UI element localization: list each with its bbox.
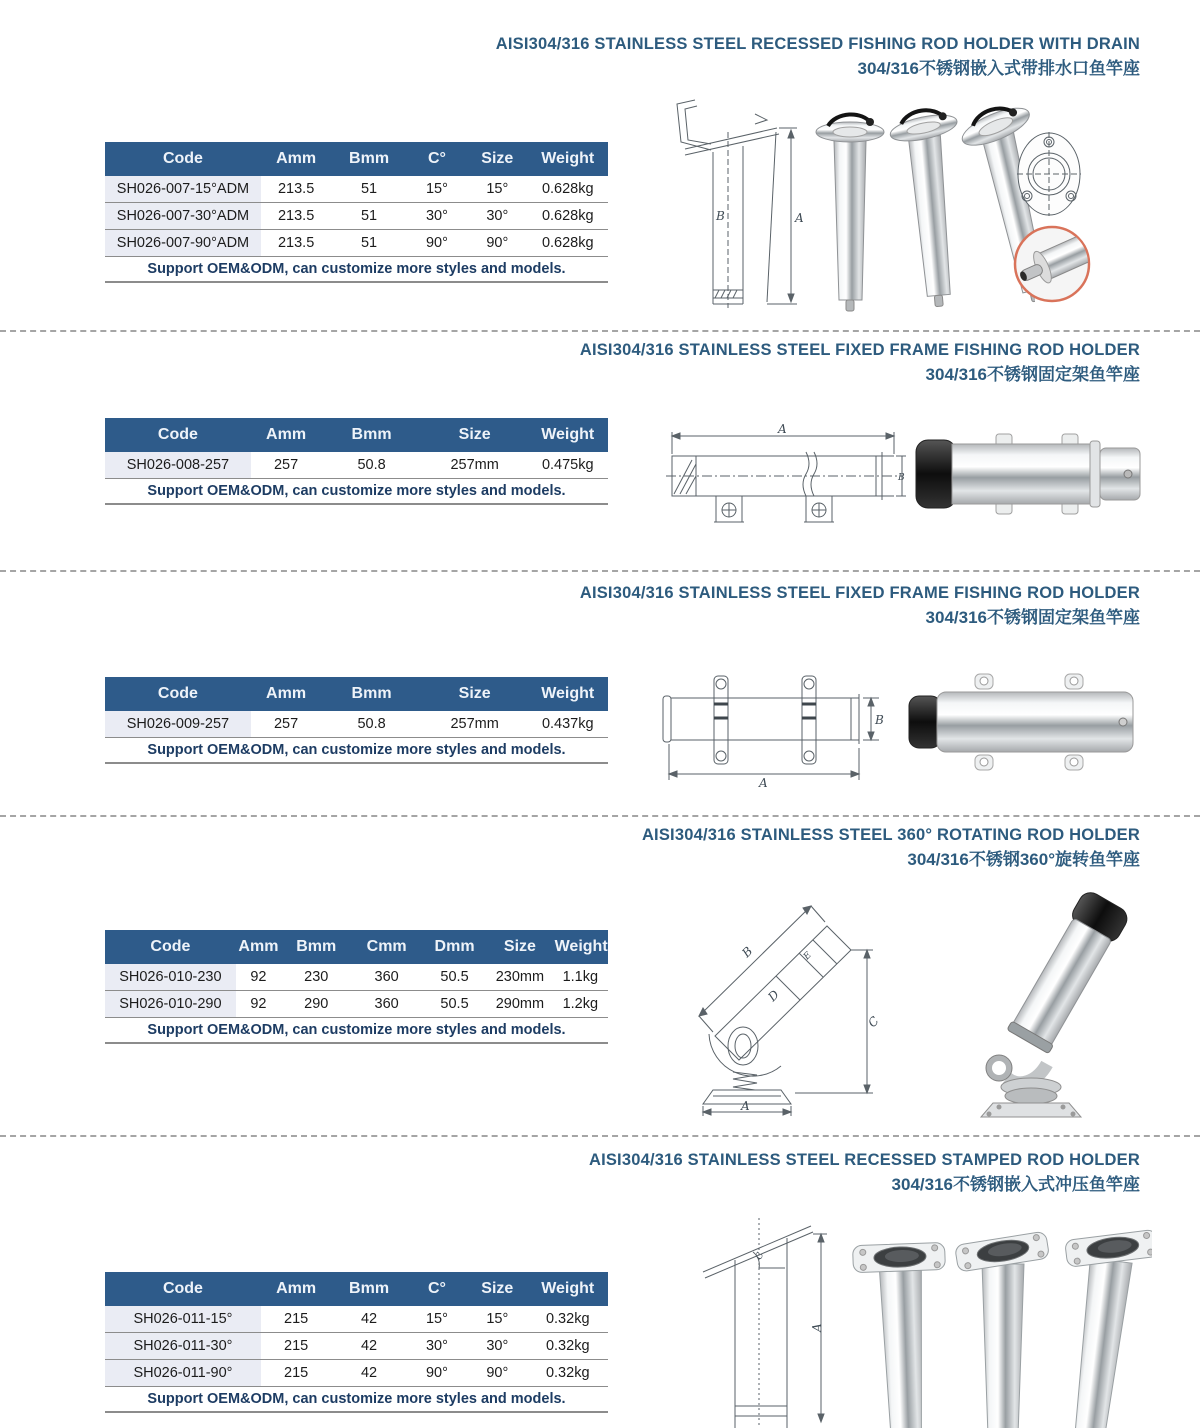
stamped-holder-photo (1042, 1228, 1152, 1428)
section-title-en: AISI304/316 STAINLESS STEEL 360° ROTATING ROD HOLDER (641, 826, 1140, 844)
column-header: Bmm (331, 1272, 406, 1306)
value-cell: 50.8 (321, 711, 422, 738)
table-row (105, 711, 608, 738)
dim-label-b: B (716, 209, 725, 223)
value-cell: 257 (251, 452, 321, 479)
value-cell: 0.628kg (527, 203, 608, 230)
section-title-en: AISI304/316 STAINLESS STEEL RECESSED FISHING ROD HOLDER WITH DRAIN (495, 35, 1140, 53)
column-header: Size (467, 142, 527, 176)
value-cell: 290mm (487, 991, 552, 1018)
value-cell: 51 (331, 203, 406, 230)
code-cell: SH026-010-230 (105, 964, 236, 991)
code-cell: SH026-010-290 (105, 991, 236, 1018)
section-title-zh: 304/316不锈钢360°旋转鱼竿座 (907, 849, 1140, 869)
value-cell: 0.32kg (527, 1306, 608, 1333)
value-cell: 230 (281, 964, 351, 991)
value-cell: 90° (467, 1360, 527, 1387)
value-cell: 15° (407, 1306, 467, 1333)
angle-label-c: C (754, 1251, 767, 1262)
value-cell: 0.475kg (527, 452, 608, 479)
column-header: Amm (261, 1272, 331, 1306)
column-header: Bmm (321, 418, 422, 452)
column-header: Bmm (281, 930, 351, 964)
value-cell: 51 (331, 230, 406, 257)
dashed-divider (0, 1135, 1200, 1137)
column-header: Amm (251, 677, 321, 711)
value-cell: 42 (331, 1306, 406, 1333)
value-cell: 15° (467, 176, 527, 203)
column-header: Size (422, 418, 528, 452)
value-cell: 30° (467, 203, 527, 230)
value-cell: 15° (467, 1306, 527, 1333)
column-header: Code (105, 418, 251, 452)
code-cell: SH026-011-15° (105, 1306, 261, 1333)
value-cell: 1.2kg (553, 991, 608, 1018)
code-cell: SH026-008-257 (105, 452, 251, 479)
column-header: Amm (236, 930, 281, 964)
dim-label-c: C (865, 1013, 882, 1031)
value-cell: 213.5 (261, 230, 331, 257)
value-cell: 42 (331, 1333, 406, 1360)
dim-label-d: D (765, 987, 782, 1005)
dim-label-b: B (898, 473, 905, 483)
value-cell: 360 (351, 991, 421, 1018)
spec-table-stamped (105, 1272, 608, 1413)
value-cell: 215 (261, 1360, 331, 1387)
value-cell: 230mm (487, 964, 552, 991)
column-header: Code (105, 1272, 261, 1306)
dim-label-a: A (795, 211, 804, 225)
value-cell: 30° (467, 1333, 527, 1360)
column-header: Weight (527, 142, 608, 176)
dim-label-e: E (802, 950, 814, 963)
table-row (105, 176, 608, 203)
dim-label-a: A (741, 1099, 750, 1113)
value-cell: 257 (251, 711, 321, 738)
value-cell: 360 (351, 964, 421, 991)
oem-note: Support OEM&ODM, can customize more styles and models. (105, 1387, 608, 1413)
section-title-en: AISI304/316 STAINLESS STEEL RECESSED STAMPED ROD HOLDER (588, 1151, 1140, 1169)
spec-table-fixed-frame-1 (105, 418, 608, 505)
column-header: Cmm (351, 930, 421, 964)
code-cell: SH026-011-30° (105, 1333, 261, 1360)
column-header: C° (407, 142, 467, 176)
technical-drawing-fixed-frame-2 (653, 660, 885, 788)
value-cell: 257mm (422, 452, 528, 479)
value-cell: 90° (407, 230, 467, 257)
value-cell: 30° (407, 1333, 467, 1360)
dim-label-a: A (778, 422, 787, 436)
header-row (105, 930, 608, 964)
dashed-divider (0, 815, 1200, 817)
technical-drawing-recessed-drain (655, 92, 810, 322)
dim-label-b: B (739, 943, 756, 961)
rod-holder-photo (887, 107, 974, 309)
value-cell: 215 (261, 1333, 331, 1360)
value-cell: 213.5 (261, 176, 331, 203)
value-cell: 290 (281, 991, 351, 1018)
dashed-divider (0, 330, 1200, 332)
section-title-en: AISI304/316 STAINLESS STEEL FIXED FRAME FISHING ROD HOLDER (579, 341, 1140, 359)
column-header: Amm (261, 142, 331, 176)
value-cell: 92 (236, 991, 281, 1018)
section-title-en: AISI304/316 STAINLESS STEEL FIXED FRAME FISHING ROD HOLDER (579, 584, 1140, 602)
value-cell: 257mm (422, 711, 528, 738)
oem-note: Support OEM&ODM, can customize more styles and models. (105, 257, 608, 283)
dim-label-b: B (875, 713, 884, 727)
value-cell: 50.5 (422, 991, 487, 1018)
section-title-zh: 304/316不锈钢嵌入式冲压鱼竿座 (891, 1174, 1140, 1194)
value-cell: 215 (261, 1306, 331, 1333)
table-row (105, 1360, 608, 1387)
flange-top-view-drawing (1015, 130, 1083, 218)
code-cell: SH026-009-257 (105, 711, 251, 738)
header-row (105, 142, 608, 176)
value-cell: 0.628kg (527, 176, 608, 203)
table-row (105, 230, 608, 257)
section-title (642, 825, 1140, 870)
section-title (496, 34, 1140, 79)
column-header: Weight (527, 677, 608, 711)
oem-note: Support OEM&ODM, can customize more styles and models. (105, 738, 608, 764)
value-cell: 1.1kg (553, 964, 608, 991)
table-row (105, 1333, 608, 1360)
value-cell: 30° (407, 203, 467, 230)
product-photo-fixed-frame-1 (912, 424, 1144, 524)
value-cell: 15° (407, 176, 467, 203)
technical-drawing-rotating (655, 888, 905, 1118)
table-row (105, 991, 608, 1018)
spec-table-recessed-drain (105, 142, 608, 283)
value-cell: 0.32kg (527, 1360, 608, 1387)
value-cell: 50.8 (321, 452, 422, 479)
dim-label-a: A (759, 776, 768, 788)
drain-detail-photo (1013, 225, 1091, 303)
column-header: Code (105, 930, 236, 964)
section-title-zh: 304/316不锈钢固定架鱼竿座 (925, 364, 1140, 384)
value-cell: 51 (331, 176, 406, 203)
code-cell: SH026-011-90° (105, 1360, 261, 1387)
header-row (105, 677, 608, 711)
product-photos-stamped (852, 1228, 1152, 1428)
value-cell: 50.5 (422, 964, 487, 991)
table-row (105, 1306, 608, 1333)
column-header: C° (407, 1272, 467, 1306)
column-header: Size (487, 930, 552, 964)
header-row (105, 1272, 608, 1306)
value-cell: 0.437kg (527, 711, 608, 738)
value-cell: 0.628kg (527, 230, 608, 257)
code-cell: SH026-007-30°ADM (105, 203, 261, 230)
stamped-holder-photo (853, 1242, 952, 1428)
column-header: Weight (527, 1272, 608, 1306)
stamped-holder-photo (955, 1231, 1050, 1428)
section-title (580, 340, 1140, 385)
product-photo-fixed-frame-2 (903, 668, 1148, 776)
spec-table-rotating (105, 930, 608, 1044)
header-row (105, 418, 608, 452)
oem-note: Support OEM&ODM, can customize more styles and models. (105, 479, 608, 505)
column-header: Bmm (331, 142, 406, 176)
value-cell: 213.5 (261, 203, 331, 230)
dim-label-a: A (810, 1323, 824, 1332)
value-cell: 0.32kg (527, 1333, 608, 1360)
technical-drawing-stamped (693, 1208, 831, 1428)
code-cell: SH026-007-15°ADM (105, 176, 261, 203)
code-cell: SH026-007-90°ADM (105, 230, 261, 257)
table-row (105, 203, 608, 230)
section-title (580, 583, 1140, 628)
technical-drawing-fixed-frame-1 (658, 422, 908, 530)
value-cell: 90° (467, 230, 527, 257)
column-header: Weight (527, 418, 608, 452)
section-title-zh: 304/316不锈钢固定架鱼竿座 (925, 607, 1140, 627)
section-title (589, 1150, 1140, 1195)
dashed-divider (0, 570, 1200, 572)
value-cell: 42 (331, 1360, 406, 1387)
rod-holder-photo (816, 114, 884, 311)
column-header: Weight (553, 930, 608, 964)
column-header: Code (105, 677, 251, 711)
column-header: Size (467, 1272, 527, 1306)
column-header: Amm (251, 418, 321, 452)
column-header: Code (105, 142, 261, 176)
value-cell: 90° (407, 1360, 467, 1387)
column-header: Size (422, 677, 528, 711)
section-title-zh: 304/316不锈钢嵌入式带排水口鱼竿座 (857, 58, 1140, 78)
table-row (105, 964, 608, 991)
column-header: Dmm (422, 930, 487, 964)
spec-table-fixed-frame-2 (105, 677, 608, 764)
product-photos-recessed-drain (810, 100, 1035, 315)
oem-note: Support OEM&ODM, can customize more styles and models. (105, 1018, 608, 1044)
value-cell: 92 (236, 964, 281, 991)
table-row (105, 452, 608, 479)
column-header: Bmm (321, 677, 422, 711)
product-photo-rotating (935, 872, 1135, 1120)
